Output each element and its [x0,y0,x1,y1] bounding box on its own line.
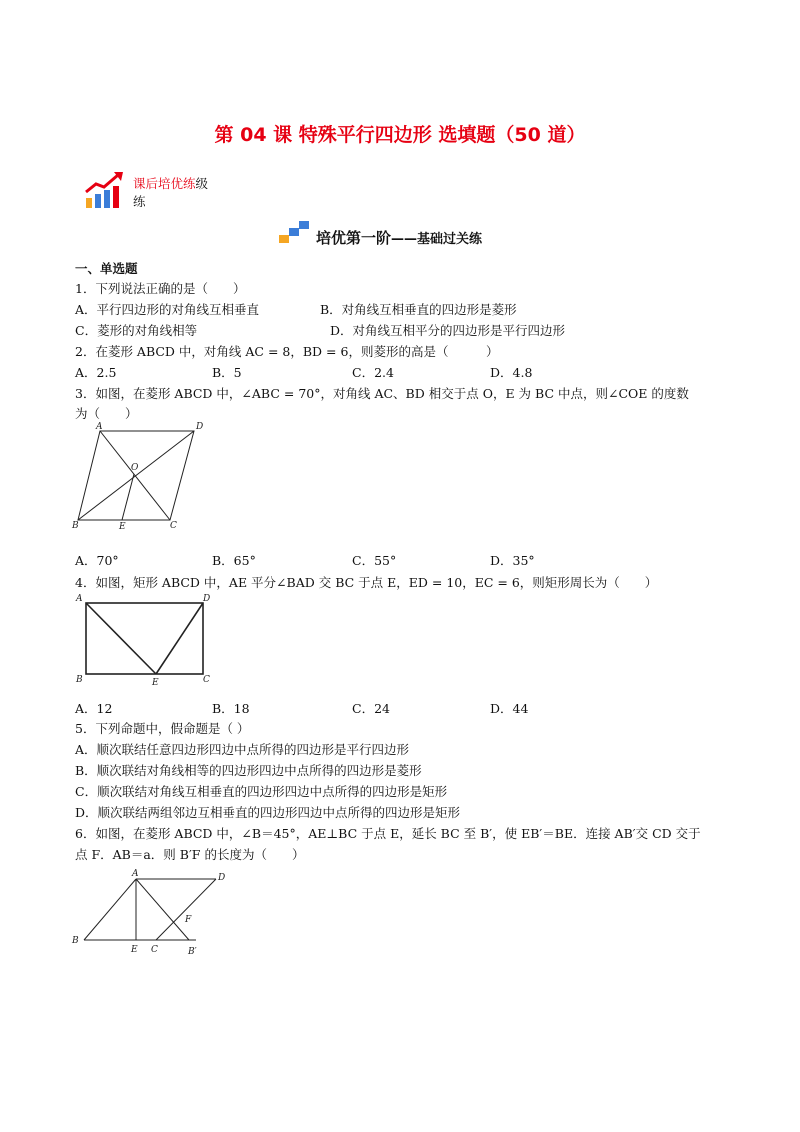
label-b-prime: B′ [188,947,197,957]
label-d: D [196,422,204,432]
label-d: D [218,873,226,883]
question-5-option-d: D．顺次联结两组邻边互相垂直的四边形四边中点所得的四边形是矩形 [75,805,461,820]
question-5-option-b: B．顺次联结对角线相等的四边形四边中点所得的四边形是菱形 [75,763,422,778]
question-2-option-d: D．4.8 [490,365,533,380]
question-6-stem-line1: 6．如图，在菱形 ABCD 中，∠B＝45°，AE⊥BC 于点 E，延长 BC 至 B′，使 EB′＝BE．连接 AB′交 CD 交于 [75,826,701,841]
logo-text-level: 级 [195,176,209,191]
question-2-option-b: B．5 [212,365,242,380]
question-1-option-d: D．对角线互相平分的四边形是平行四边形 [330,323,566,338]
label-e: E [131,945,138,955]
question-3-option-c: C．55° [352,553,397,568]
question-2-option-a: A．2.5 [75,365,117,380]
label-e: E [119,522,126,532]
question-4-option-a: A．12 [75,701,113,716]
question-1-option-a: A．平行四边形的对角线互相垂直 [75,302,260,317]
label-f: F [185,915,192,925]
label-c: C [203,675,210,685]
stage-main: 培优第一阶 [316,229,392,247]
question-5-option-a: A．顺次联结任意四边形四边中点所得的四边形是平行四边形 [75,742,410,757]
question-5-option-c: C．顺次联结对角线互相垂直的四边形四边中点所得的四边形是矩形 [75,784,448,799]
question-4-option-c: C．24 [352,701,390,716]
question-3-option-d: D．35° [490,553,535,568]
stage-sub: ——基础过关练 [391,232,483,247]
section-heading: 一、单选题 [75,261,138,276]
rhombus-figure-q6 [66,866,236,961]
label-d: D [203,594,211,604]
question-3-stem-line2: 为（ ） [75,406,138,421]
question-5-stem: 5．下列命题中，假命题是（ ） [75,721,250,736]
label-a: A [132,869,139,879]
rhombus-figure-q3 [70,422,210,532]
question-1-option-c: C．菱形的对角线相等 [75,323,198,338]
question-2-stem: 2．在菱形 ABCD 中，对角线 AC = 8，BD = 6，则菱形的高是（ ） [75,344,499,359]
question-3-stem-line1: 3．如图，在菱形 ABCD 中，∠ABC = 70°，对角线 AC、BD 相交于点 O，E 为 BC 中点，则∠COE 的度数 [75,386,689,401]
logo-text-practice: 练 [133,194,146,209]
label-b: B [72,521,79,531]
question-1-option-b: B．对角线互相垂直的四边形是菱形 [320,302,517,317]
question-4-stem: 4．如图，矩形 ABCD 中，AE 平分∠BAD 交 BC 于点 E，ED = 10，EC = 6，则矩形周长为（ ） [75,575,658,590]
label-e: E [152,678,159,687]
question-3-option-a: A．70° [75,553,119,568]
question-2-option-c: C．2.4 [352,365,394,380]
stairs-icon [277,219,311,245]
exercise-level-label [133,175,208,211]
document-title: 第 04 课 特殊平行四边形 选填题（50 道） [214,124,586,146]
label-a: A [76,594,83,604]
question-4-option-b: B．18 [212,701,250,716]
question-4-option-d: D．44 [490,701,529,716]
label-c: C [151,945,158,955]
question-3-option-b: B．65° [212,553,256,568]
growth-chart-icon [84,170,126,210]
label-c: C [170,521,177,531]
label-b: B [72,936,79,946]
stage-title [316,227,482,248]
question-6-stem-line2: 点 F．AB＝a．则 B′F 的长度为（ ） [75,847,305,862]
question-1-stem: 1．下列说法正确的是（ ） [75,281,246,296]
label-b: B [76,675,83,685]
label-o: O [131,463,139,473]
label-a: A [96,422,103,432]
logo-text-red: 课后培优练 [133,176,196,191]
rectangle-figure-q4 [70,592,220,687]
